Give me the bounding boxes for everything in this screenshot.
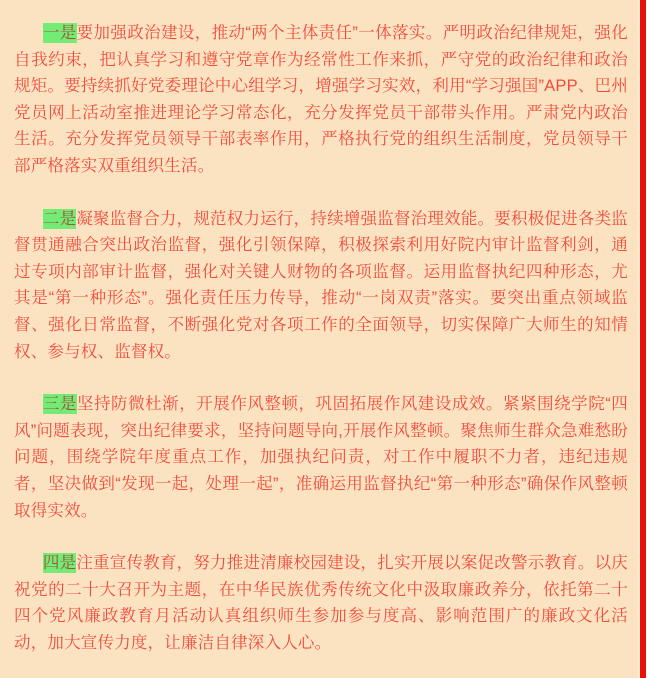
highlight-marker-3: 三是 xyxy=(42,395,77,414)
paragraph-4 xyxy=(14,550,628,656)
paragraph-3-text: 坚持防微杜渐，开展作风整顿，巩固拓展作风建设成效。紧紧围绕学院“四风”问题表现，突出纪律要求，坚持问题导向,开展作风整顿。聚焦师生群众急难愁盼问题，围绕学院年度重点工作，加强执纪问责，对工作中履职不力者，违纪违规者，坚决做到“发现一起，处理一起”，准确运用监督执纪“第一种形态”确保作风整顿取得实效。 xyxy=(14,395,628,520)
paragraph-1-text: 要加强政治建设，推动“两个主体责任”一体落实。严明政治纪律规矩，强化自我约束，把认真学习和遵守党章作为经常性工作来抓，严守党的政治纪律和政治规矩。要持续抓好党委理论中心组学习，增强学习实效，利用“学习强国”APP、巴州党员网上活动室推进理论学习常态化，充分发挥党员干部带头作用。严肃党内政治生活。充分发挥党员领导干部表率作用，严格执行党的组织生活制度，党员领导干部严格落实双重组织生活。 xyxy=(14,24,628,175)
paragraph-2 xyxy=(14,206,628,366)
right-white-gutter xyxy=(646,0,650,678)
highlight-marker-4: 四是 xyxy=(42,554,77,573)
paragraph-1 xyxy=(14,20,628,180)
paragraph-2-text: 凝聚监督合力，规范权力运行，持续增强监督治理效能。要积极促进各类监督贯通融合突出政治监督，强化引领保障，积极探索利用好院内审计监督利剑，通过专项内部审计监督，强化对关键人财物的各项监督。运用监督执纪四种形态，尤其是“第一种形态”。强化责任压力传导，推动“一岗双责”落实。要突出重点领域监督、强化日常监督，不断强化党对各项工作的全面领导，切实保障广大师生的知情权、参与权、监督权。 xyxy=(14,209,628,361)
highlight-marker-2: 二是 xyxy=(42,209,77,228)
highlight-marker-1: 一是 xyxy=(42,24,77,42)
paragraph-3 xyxy=(14,391,628,524)
paragraph-4-text: 注重宣传教育，努力推进清廉校园建设，扎实开展以案促改警示教育。以庆祝党的二十大召开为主题，在中华民族优秀传统文化中汲取廉政养分，依托第二十四个党风廉政教育月活动认真组织师生参加参与度高、影响范围广的廉政文化活动，加大宣传力度，让廉洁自律深入人心。 xyxy=(14,554,628,652)
